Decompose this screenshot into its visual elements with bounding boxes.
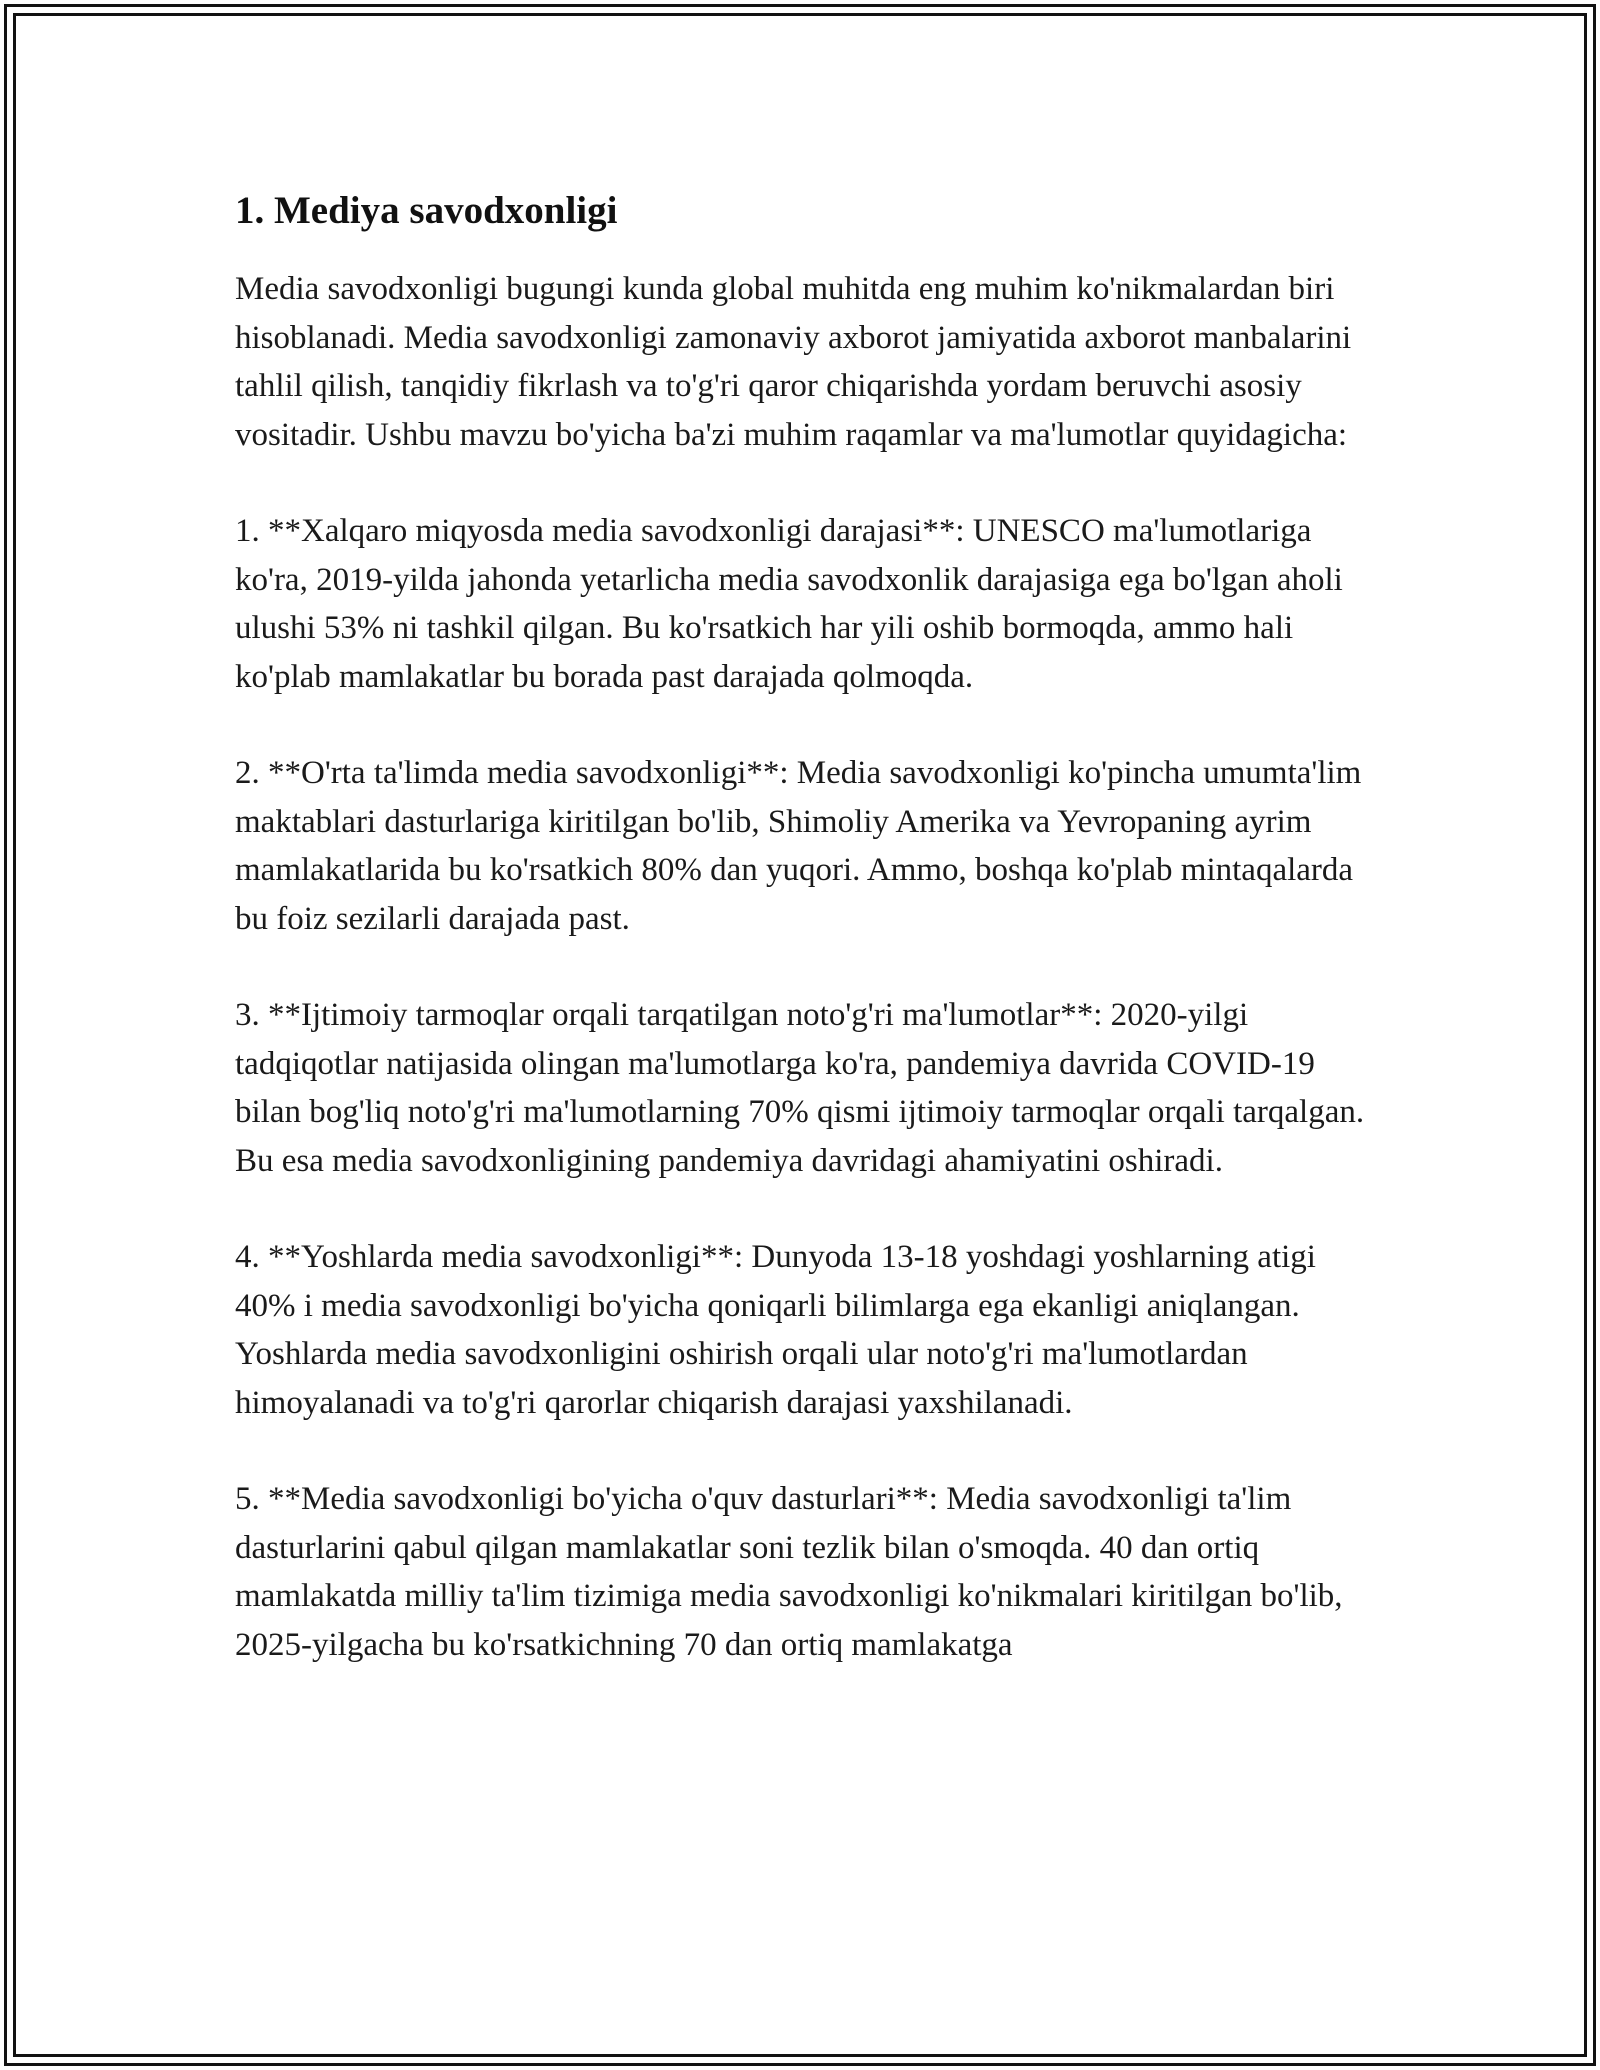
document-body bbox=[235, 185, 1375, 1669]
list-item-1: 1. **Xalqaro miqyosda media savodxonligi darajasi**: UNESCO ma'lumotlariga ko'ra, 2019-yilda jahonda yetarlicha media savodxonlik darajasiga ega bo'lgan aholi ulushi 53% ni tashkil qilgan. Bu ko'rsatkich har yili oshib bormoqda, ammo hali ko'plab mamlakatlar bu borada past darajada qolmoqda. bbox=[235, 513, 1343, 695]
list-item-5: 5. **Media savodxonligi bo'yicha o'quv dasturlari**: Media savodxonligi ta'lim dasturlarini qabul qilgan mamlakatlar soni tezlik bilan o'smoqda. 40 dan ortiq mamlakatda milliy ta'lim tizimiga media savodxonligi ko'nikmalari kiritilgan bo'lib, 2025-yilgacha bu ko'rsatkichning 70 dan ortiq mamlakatga bbox=[235, 1481, 1343, 1663]
list-item-4: 4. **Yoshlarda media savodxonligi**: Dunyoda 13-18 yoshdagi yoshlarning atigi 40% i media savodxonligi bo'yicha qoniqarli bilimlarga ega ekanligi aniqlangan. Yoshlarda media savodxonligini oshirish orqali ular noto'g'ri ma'lumotlardan himoyalanadi va to'g'ri qarorlar chiqarish darajasi yaxshilanadi. bbox=[235, 1239, 1316, 1421]
list-item-3: 3. **Ijtimoiy tarmoqlar orqali tarqatilgan noto'g'ri ma'lumotlar**: 2020-yilgi tadqiqotlar natijasida olingan ma'lumotlarga ko'ra, pandemiya davrida COVID-19 bilan bog'liq noto'g'ri ma'lumotlarning 70% qismi ijtimoiy tarmoqlar orqali tarqalgan. Bu esa media savodxonligining pandemiya davridagi ahamiyatini oshiradi. bbox=[235, 997, 1365, 1179]
list-item-2: 2. **O'rta ta'limda media savodxonligi**: Media savodxonligi ko'pincha umumta'lim maktablari dasturlariga kiritilgan bo'lib, Shimoliy Amerika va Yevropaning ayrim mamlakatlarida bu ko'rsatkich 80% dan yuqori. Ammo, boshqa ko'plab mintaqalarda bu foiz sezilarli darajada past. bbox=[235, 755, 1362, 937]
intro-paragraph: Media savodxonligi bugungi kunda global muhitda eng muhim ko'nikmalardan biri hisoblanadi. Media savodxonligi zamonaviy axborot jamiyatida axborot manbalarini tahlil qilish, tanqidiy fikrlash va to'g'ri qaror chiqarishda yordam beruvchi asosiy vositadir. Ushbu mavzu bo'yicha ba'zi muhim raqamlar va ma'lumotlar quyidagicha: bbox=[235, 271, 1352, 453]
section-heading: 1. Mediya savodxonligi bbox=[235, 189, 618, 232]
